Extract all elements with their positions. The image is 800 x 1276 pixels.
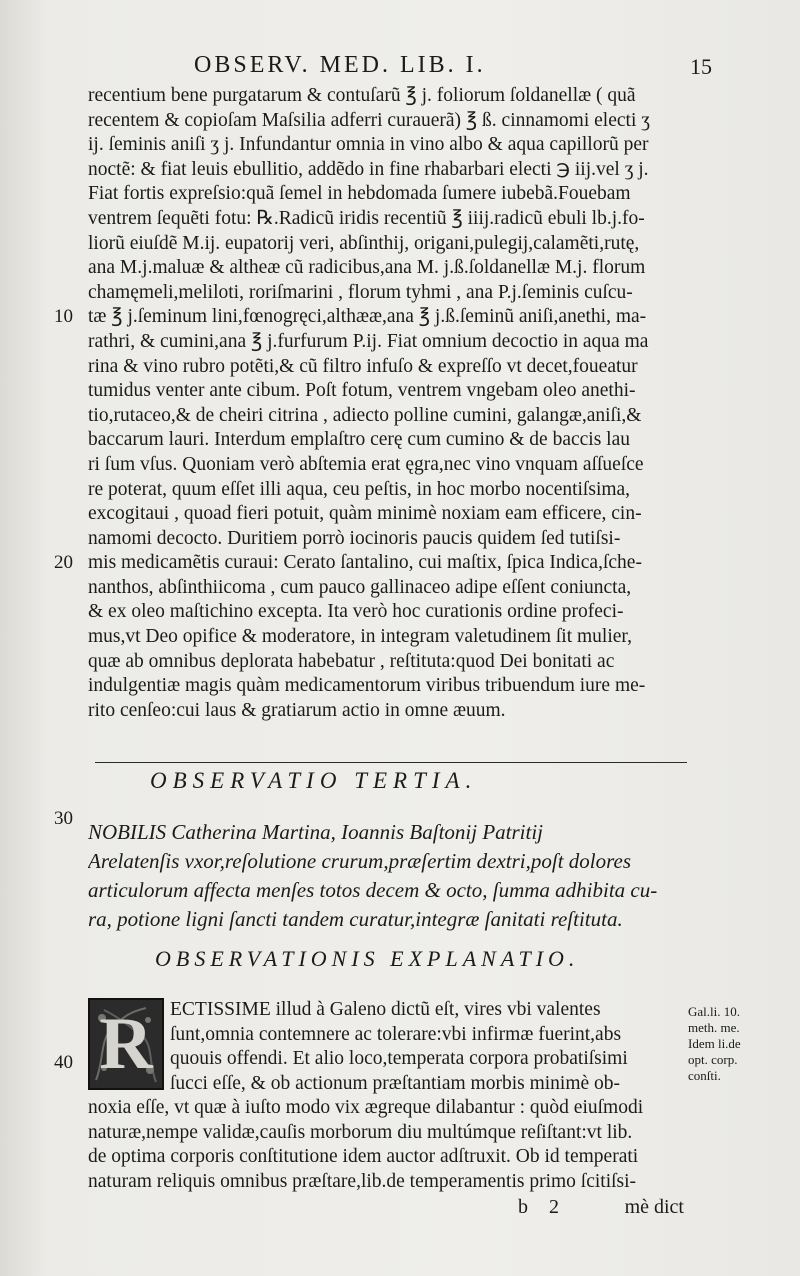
line-number: 10 bbox=[54, 306, 73, 327]
signature-mark: b 2 bbox=[518, 1196, 567, 1218]
text-line: nanthos, abſinthiicoma , cum pauco gallinaceo adipe eſſent coniuncta, bbox=[88, 576, 632, 598]
text-line: naturam reliquis omnibus præſtare,lib.de temperamentis primo ſcitiſsi- bbox=[88, 1170, 637, 1192]
text-line: baccarum lauri. Interdum emplaſtro cerę cum cumino & de baccis lau bbox=[88, 429, 630, 451]
sidenote-line: Gal.li. 10. bbox=[688, 1004, 740, 1019]
text-line: liorũ eiuſdẽ M.ij. eupatorij veri, abſinthij, origani,pulegij,calamẽti,rutę, bbox=[88, 232, 640, 254]
text-line: mus,vt Deo opifice & moderatore, in integram valetudinem ſit mulier, bbox=[88, 626, 632, 648]
line-number: 30 bbox=[54, 808, 73, 829]
text-line: quæ ab omnibus deplorata habebatur , reſtituta:quod Dei bonitati ac bbox=[88, 650, 615, 672]
sidenote-line: conſti. bbox=[688, 1068, 721, 1083]
sidenote-line: opt. corp. bbox=[688, 1052, 738, 1067]
text-line: ventrem ſequẽti fotu: ℞.Radicũ iridis recentiũ ℥ iiij.radicũ ebuli lb.j.fo- bbox=[88, 207, 645, 229]
initial-letter: R bbox=[99, 1003, 153, 1085]
observation-summary bbox=[88, 818, 688, 934]
text-line: tæ ℥ j.ſeminum lini,fœnogręci,althææ,ana ℥ j.ß.ſeminũ aniſi,anethi, ma- bbox=[88, 306, 647, 328]
line-number: 40 bbox=[54, 1052, 73, 1073]
text-line: recentium bene purgatarum & contuſarũ ℥ j. foliorum ſoldanellæ ( quã bbox=[88, 85, 636, 106]
text-line: recentem & copioſam Maſsilia adferri curauerã) ℥ ß. cinnamomi electi ʒ bbox=[88, 109, 650, 131]
line-number: 20 bbox=[54, 552, 73, 573]
text-line: ij. ſeminis aniſi ʒ j. Infundantur omnia in vino albo & aqua capillorũ per bbox=[88, 134, 649, 156]
sidenote-line: Idem li.de bbox=[688, 1036, 741, 1051]
summary-line: ra, potione ligni ſancti tandem curatur,integræ ſanitati reſtituta. bbox=[88, 907, 623, 931]
text-line: tumidus venter ante cibum. Poſt fotum, ventrem vngebam oleo anethi- bbox=[88, 380, 636, 402]
text-line: noctẽ: & fiat leuis ebullitio, addẽdo in fine rhabarbari electi ℈ iij.vel ʒ j. bbox=[88, 158, 649, 180]
text-line: ſunt,omnia contemnere ac tolerare:vbi infirmæ fuerint,abs bbox=[170, 1023, 622, 1045]
summary-line: articulorum affecta menſes totos decem & octo, ſumma adhibita cu- bbox=[88, 878, 658, 902]
text-line: rito cenſeo:cui laus & gratiarum actio in omne æuum. bbox=[88, 699, 506, 721]
page-number: 15 bbox=[690, 54, 712, 79]
page-header bbox=[180, 48, 720, 84]
text-line: rathri, & cumini,ana ℥ j.furfurum P.ij. Fiat omnium decoctio in aqua ma bbox=[88, 330, 649, 352]
decorated-initial bbox=[88, 998, 164, 1090]
text-line: namomi decocto. Duritiem porrò iocinoris paucis quidem ſed tutiſsi- bbox=[88, 527, 621, 549]
text-line: excogitaui , quoad fieri potuit, quàm minimè noxiam eam efficere, cin- bbox=[88, 503, 642, 525]
text-line: tio,rutaceo,& de cheiri citrina , adiecto polline cumini, galangæ,aniſi,& bbox=[88, 404, 642, 426]
text-line: ECTISSIME illud à Galeno dictũ eſt, vires vbi valentes bbox=[170, 999, 601, 1020]
text-line: quouis offendi. Et alio loco,temperata corpora probatiſsimi bbox=[170, 1048, 628, 1069]
text-line: noxia eſſe, vt quæ à iuſto modo vix ægreque dilabantur : quòd eiuſmodi bbox=[88, 1097, 644, 1118]
summary-line: Arelatenſis vxor,reſolutione crurum,præſertim dextri,poſt dolores bbox=[88, 849, 632, 873]
page-footer bbox=[88, 1196, 688, 1224]
text-line: naturæ,nempe validæ,cauſis morborum diu multúmque reſiſtant:vt lib. bbox=[88, 1121, 633, 1143]
main-text-block bbox=[88, 84, 688, 723]
observation-title: OBSERVATIO TERTIA. bbox=[150, 768, 478, 793]
explanation-title: OBSERVATIONIS EXPLANATIO. bbox=[155, 946, 580, 971]
text-line: chamęmeli,meliloti, roriſmarini , florum tyhmi , ana P.j.ſeminis cuſcu- bbox=[88, 281, 633, 303]
sidenote-line: meth. me. bbox=[688, 1020, 740, 1035]
text-line: de optima corporis conſtitutione idem auctor adſtruxit. Ob id temperati bbox=[88, 1146, 639, 1168]
running-head: OBSERV. MED. LIB. I. bbox=[194, 52, 486, 78]
marginal-note bbox=[688, 1004, 768, 1084]
text-line: ri ſum vſus. Quoniam verò abſtemia erat ęgra,nec vino vnquam aſſueſce bbox=[88, 453, 644, 475]
explanation-text-full bbox=[88, 1096, 688, 1194]
text-line: ana M.j.maluæ & altheæ cũ radicibus,ana M. j.ß.ſoldanellæ M.j. florum bbox=[88, 257, 646, 279]
catchword: mè dict bbox=[624, 1196, 684, 1218]
text-line: mis medicamẽtis curaui: Cerato ſantalino, cui maſtix, ſpica Indica,ſche- bbox=[88, 552, 642, 574]
section-divider bbox=[95, 762, 687, 763]
text-line: ſucci eſſe, & ob actionum præſtantiam morbis minimè ob- bbox=[170, 1072, 621, 1094]
text-line: rina & vino rubro potẽti,& cũ filtro infuſo & expreſſo vt decet,foueatur bbox=[88, 355, 638, 377]
summary-line: NOBILIS Catherina Martina, Ioannis Baſtonij Patritij bbox=[88, 820, 544, 844]
text-line: re poterat, quum eſſet illi aqua, ceu peſtis, in hoc morbo nocentiſsima, bbox=[88, 478, 631, 500]
text-line: indulgentiæ magis quàm medicamentorum viribus tribuendum iure me- bbox=[88, 675, 646, 697]
text-line: & ex oleo maſtichino excepta. Ita verò hoc curationis ordine profeci- bbox=[88, 601, 624, 623]
text-line: Fiat fortis expreſsio:quã ſemel in hebdomada ſumere iubebã.Fouebam bbox=[88, 183, 631, 205]
explanation-text-narrow bbox=[170, 998, 685, 1096]
